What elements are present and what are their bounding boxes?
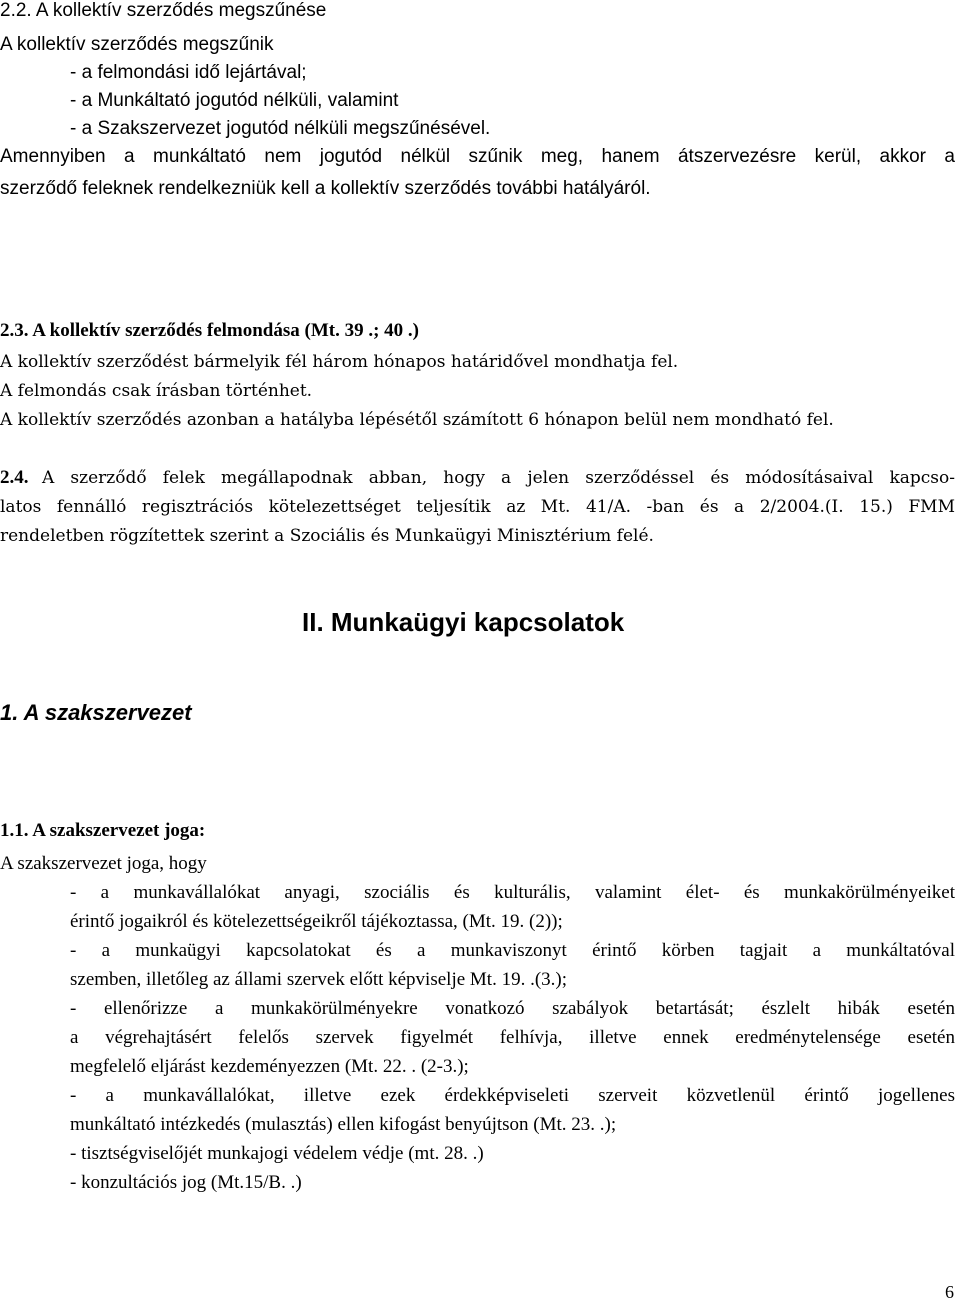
s23-line: A kollektív szerződés azonban a hatályba lépésétől számított 6 hónapon belül nem mondható fel. bbox=[0, 410, 834, 430]
s24-line: A szerződő felek megállapodnak abban, hogy a jelen szerződéssel és módosításaival kapcso- bbox=[42, 468, 955, 488]
page-number: 6 bbox=[945, 1282, 954, 1302]
s23-line: A kollektív szerződést bármelyik fél három hónapos határidővel mondhatja fel. bbox=[0, 352, 679, 372]
s11-item-line: érintő jogaikról és kötelezettségeikről tájékoztassa, (Mt. 19. (2)); bbox=[70, 911, 563, 932]
s11-item-line: - tisztségviselőjét munkajogi védelem védje (mt. 28. .) bbox=[70, 1143, 484, 1164]
s11-intro: A szakszervezet joga, hogy bbox=[0, 853, 207, 874]
s11-item-line: munkáltató intézkedés (mulasztás) ellen kifogást benyújtson (Mt. 23. .); bbox=[70, 1114, 617, 1135]
part-title: II. Munkaügyi kapcsolatok bbox=[302, 607, 625, 637]
s11-item-line: - konzultációs jog (Mt.15/B. .) bbox=[70, 1172, 302, 1193]
s24-line: latos fennálló regisztrációs kötelezettséget teljesítik az Mt. 41/A. -ban és a 2/2004.(I. 15.) FMM bbox=[0, 497, 955, 517]
s22-item: - a Munkáltató jogutód nélküli, valamint bbox=[70, 90, 399, 111]
s22-para-line: Amennyiben a munkáltató nem jogutód nélkül szűnik meg, hanem átszervezésre kerül, akkor a bbox=[0, 146, 955, 167]
s24-number: 2.4. bbox=[0, 467, 29, 488]
heading-2-3: 2.3. A kollektív szerződés felmondása (Mt. 39 .; 40 .) bbox=[0, 320, 420, 341]
s22-item: - a Szakszervezet jogutód nélküli megszűnésével. bbox=[70, 118, 491, 139]
s22-para-line: szerződő feleknek rendelkezniük kell a kollektív szerződés további hatályáról. bbox=[0, 178, 651, 199]
s11-item-line: - a munkavállalókat, illetve ezek érdekképviseleti szerveit közvetlenül érintő jogellenes bbox=[70, 1085, 955, 1106]
s11-item-line: - a munkavállalókat anyagi, szociális és kulturális, valamint élet- és munkakörülményeiket bbox=[70, 882, 955, 903]
chapter-title: 1. A szakszervezet bbox=[0, 700, 192, 725]
sub-heading-1-1: 1.1. A szakszervezet joga: bbox=[0, 820, 206, 841]
s11-item-line: - a munkaügyi kapcsolatokat és a munkaviszonyt érintő körben tagjait a munkáltatóval bbox=[70, 940, 955, 961]
s24-line: rendeletben rögzítettek szerint a Szociális és Munkaügyi Minisztérium felé. bbox=[0, 526, 654, 546]
s11-item-line: megfelelő eljárást kezdeményezzen (Mt. 22. . (2-3.); bbox=[70, 1056, 469, 1077]
s23-line: A felmondás csak írásban történhet. bbox=[0, 381, 313, 401]
s11-item-line: szemben, illetőleg az állami szervek előtt képviselje Mt. 19. .(3.); bbox=[70, 969, 568, 990]
s11-item-line: a végrehajtásért felelős szervek figyelmét felhívja, illetve ennek eredménytelensége esetén bbox=[70, 1027, 955, 1048]
s22-intro: A kollektív szerződés megszűnik bbox=[0, 34, 274, 55]
s22-item: - a felmondási idő lejártával; bbox=[70, 62, 307, 83]
heading-2-2: 2.2. A kollektív szerződés megszűnése bbox=[0, 0, 327, 21]
s11-item-line: - ellenőrizze a munkakörülményekre vonatkozó szabályok betartását; észlelt hibák esetén bbox=[70, 998, 955, 1019]
